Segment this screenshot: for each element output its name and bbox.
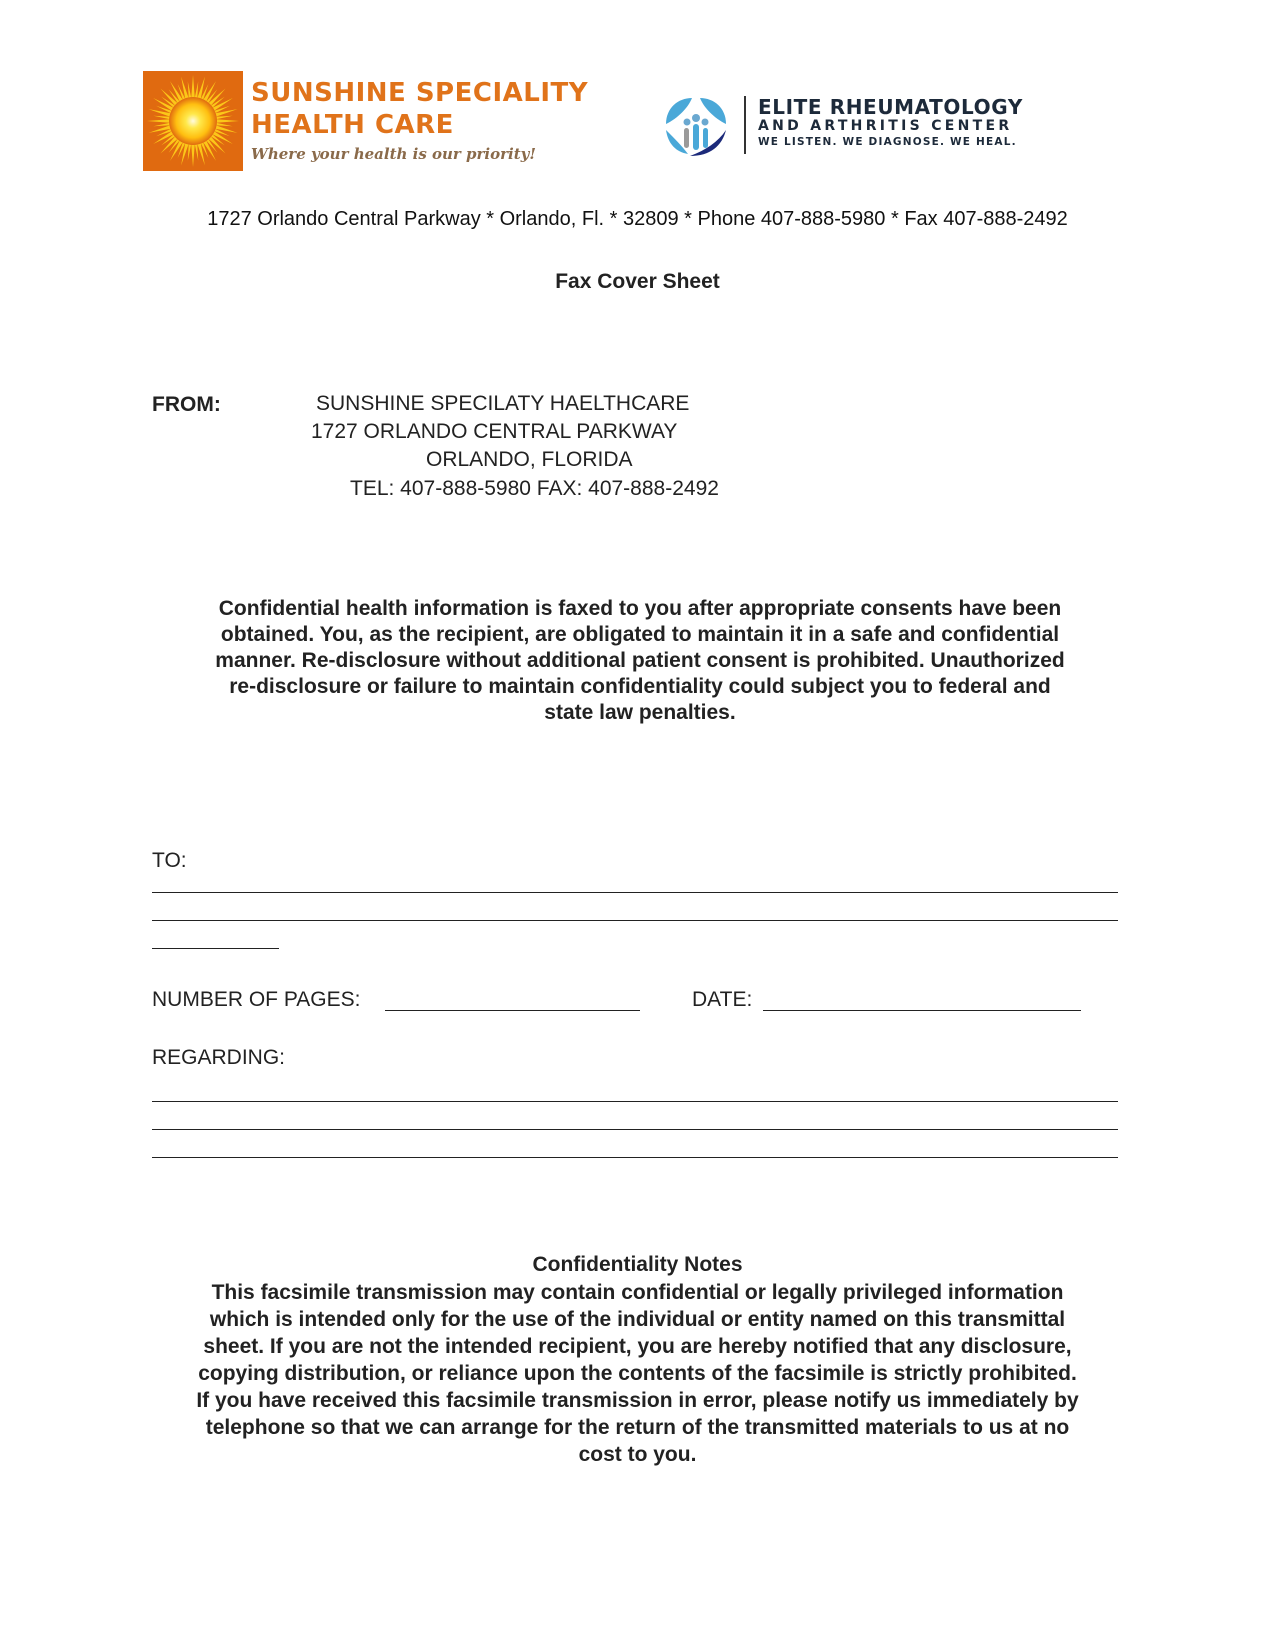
date-field[interactable] [763, 1010, 1081, 1011]
notice-line: manner. Re-disclosure without additional patient consent is prohibited. Unauthorized [215, 649, 1065, 672]
to-line-3[interactable] [152, 948, 279, 949]
from-line-phone: TEL: 407-888-5980 FAX: 407-888-2492 [350, 477, 719, 500]
confidentiality-line: copying distribution, or reliance upon the contents of the facsimile is strictly prohibited. [198, 1362, 1077, 1385]
to-label: TO: [152, 849, 187, 872]
logo-divider [744, 96, 746, 154]
notice-line: re-disclosure or failure to maintain confidentiality could subject you to federal and [229, 675, 1051, 698]
people-circle-icon [660, 94, 732, 158]
regarding-line-1[interactable] [152, 1101, 1118, 1102]
notice-line: Confidential health information is faxed to you after appropriate consents have been [218, 597, 1062, 620]
regarding-label: REGARDING: [152, 1046, 286, 1069]
notice-line: state law penalties. [544, 701, 736, 724]
confidential-notice [170, 596, 1110, 726]
confidentiality-body [150, 1279, 1125, 1468]
regarding-line-3[interactable] [152, 1157, 1118, 1158]
confidentiality-line: cost to you. [578, 1443, 697, 1466]
logo-left-line1: SUNSHINE SPECIALITY [251, 78, 589, 108]
logo-left-line2: HEALTH CARE [251, 110, 454, 140]
confidentiality-line: If you have received this facsimile transmission in error, please notify us immediately by [196, 1389, 1079, 1412]
pages-label: NUMBER OF PAGES: [152, 988, 361, 1011]
elite-rheumatology-logo [660, 94, 1060, 158]
address-line: 1727 Orlando Central Parkway * Orlando, Fl. * 32809 * Phone 407-888-5980 * Fax 407-888-2492 [207, 208, 1068, 230]
from-label: FROM: [152, 393, 221, 416]
logo-left-tagline: Where your health is our priority! [251, 145, 536, 163]
logo-right-line1: ELITE RHEUMATOLOGY [758, 95, 1023, 119]
from-line-street: 1727 ORLANDO CENTRAL PARKWAY [311, 420, 678, 443]
logo-right-tagline: WE LISTEN. WE DIAGNOSE. WE HEAL. [758, 136, 1017, 148]
notice-line: obtained. You, as the recipient, are obligated to maintain it in a safe and confidential [220, 623, 1060, 646]
from-line-city: ORLANDO, FLORIDA [426, 448, 633, 471]
confidentiality-line: sheet. If you are not the intended recipient, you are hereby notified that any disclosure, [203, 1335, 1072, 1358]
confidentiality-title: Confidentiality Notes [532, 1253, 743, 1276]
pages-field[interactable] [385, 1010, 640, 1011]
to-line-1[interactable] [152, 892, 1118, 893]
confidentiality-line: telephone so that we can arrange for the return of the transmitted materials to us at no [205, 1416, 1070, 1439]
logo-right-line2: AND ARTHRITIS CENTER [758, 118, 1013, 134]
page-title: Fax Cover Sheet [555, 270, 720, 293]
from-line-name: SUNSHINE SPECILATY HAELTHCARE [316, 392, 690, 415]
date-label: DATE: [692, 988, 753, 1011]
regarding-line-2[interactable] [152, 1129, 1118, 1130]
confidentiality-line: This facsimile transmission may contain confidential or legally privileged information [211, 1281, 1064, 1304]
confidentiality-line: which is intended only for the use of the individual or entity named on this transmittal [209, 1308, 1066, 1331]
to-line-2[interactable] [152, 920, 1118, 921]
sunshine-logo [143, 71, 603, 171]
sun-icon [143, 71, 243, 171]
